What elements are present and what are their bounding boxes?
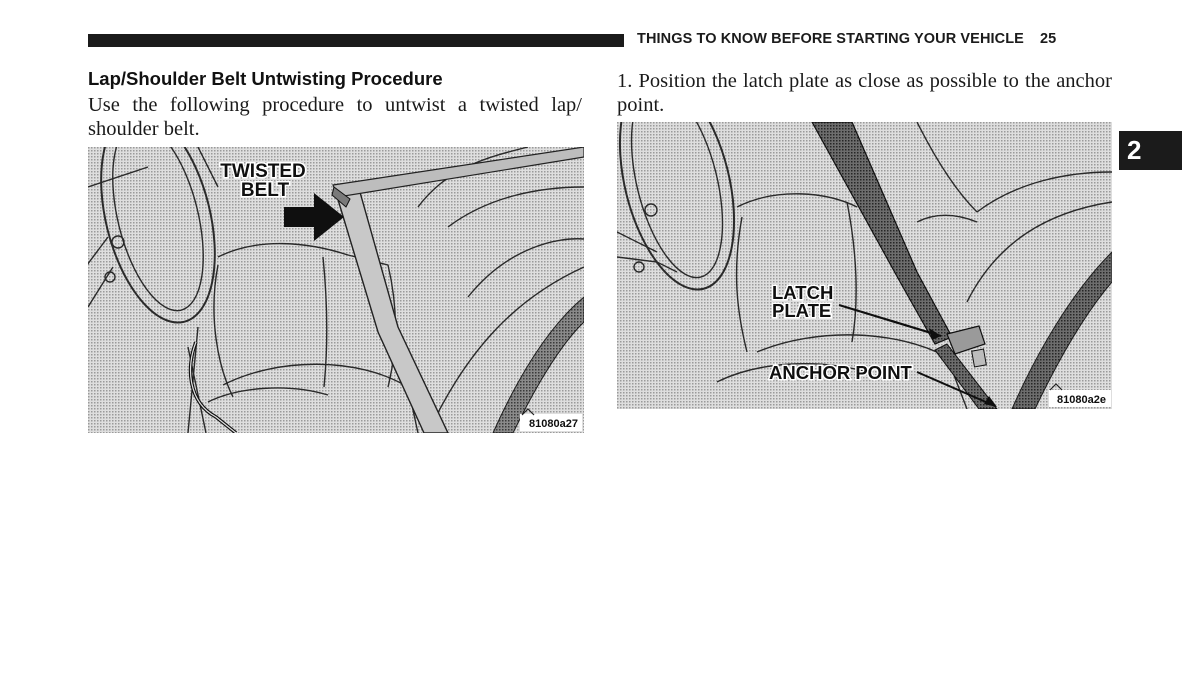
chapter-tab: 2: [1119, 131, 1182, 170]
figure-id: 81080a2e: [1057, 394, 1106, 406]
twisted-belt-drawing: [88, 147, 584, 433]
page-number: 25: [1039, 31, 1057, 47]
step-1-paragraph: 1. Position the latch plate as close as possible to the anchor point.: [617, 70, 1112, 116]
running-title: THINGS TO KNOW BEFORE STARTING YOUR VEHICLE: [637, 31, 1024, 47]
callout-latch: LATCH: [772, 282, 834, 303]
latch-plate-illustration: [617, 122, 1112, 409]
twisted-belt-illustration: [88, 147, 584, 433]
figure-id: 81080a27: [529, 418, 578, 430]
header-rule: [88, 34, 624, 47]
running-header: [637, 31, 1056, 47]
callout-plate: PLATE: [772, 300, 832, 321]
section-heading: Lap/Shoulder Belt Untwisting Procedure: [88, 68, 443, 89]
callout-twisted: TWISTED: [220, 161, 306, 182]
intro-paragraph: Use the following procedure to untwist a twisted lap/ shoulder belt.: [88, 94, 582, 140]
latch-plate-drawing: [617, 122, 1112, 409]
callout-anchor-point: ANCHOR POINT: [769, 362, 912, 383]
callout-belt: BELT: [240, 180, 290, 201]
